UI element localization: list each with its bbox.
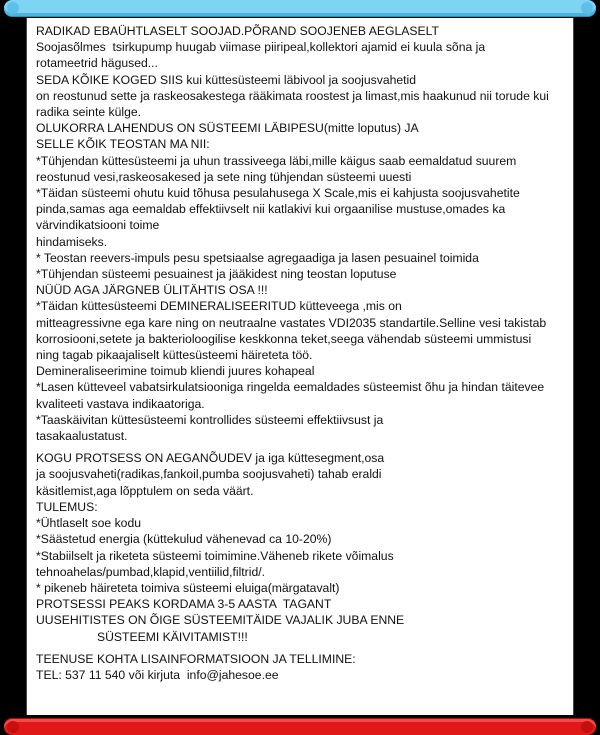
text-line: SEDA KÕIKE KOGED SIIS kui küttesüsteemi läbivool ja soojusvahetid (36, 72, 417, 87)
text-line: reostunud vesi,raskeosakesed ja sete ning tühjendan süsteemi uuesti (36, 169, 412, 184)
text-line: on reostunud sette ja raskeosakestega rääkimata roostest ja limast,mis haakunud nii torude kui (36, 88, 549, 103)
top-scroll-right-cap (581, 2, 593, 14)
document-page (26, 18, 574, 715)
text-line: RADIKAD EBAÜHTLASELT SOOJAD.PÕRAND SOOJENEB AEGLASELT (36, 24, 439, 38)
text-line: OLUKORRA LAHENDUS ON SÜSTEEMI LÄBIPESU(mitte loputus) JA (36, 121, 419, 136)
text-line: *Täidan küttesüsteemi DEMINERALISEERITUD kütteveega ,mis on (36, 299, 402, 314)
text-line: ning tagab pikaajaliselt küttesüsteemi häireteta töö. (36, 348, 313, 363)
bottom-scroll-left-cap (7, 721, 19, 733)
text-line: KOGU PROTSESS ON AEGANÕUDEV ja iga küttesegment,osa (36, 451, 385, 466)
text-line: *Täidan süsteemi ohutu kuid tõhusa pesulahusega X Scale,mis ei kahjusta soojusvahetite (36, 186, 520, 201)
text-line: tehnoahelas/pumbad,klapid,ventiilid,filtrid/. (36, 564, 265, 579)
text-line: rotameetrid hägused... (36, 56, 158, 71)
text-line: *Stabiilselt ja riketeta süsteemi toimimine.Väheneb rikete võimalus (36, 548, 394, 563)
text-line: radika seinte külge. (36, 105, 142, 120)
text-line: kvaliteeti vastava indikaatoriga. (36, 396, 205, 411)
text-line: mitteagressivne ega kare ning on neutraalne vastates VDI2035 standartile.Selline vesi takistab (36, 315, 547, 330)
text-line: värvindikatsiooni toime (36, 218, 160, 233)
text-line: UUSEHITISTES ON ÕIGE SÜSTEEMITÄIDE VAJALIK JUBA ENNE (36, 613, 405, 628)
text-line: *Tühjendan süsteemi pesuainest ja jääkidest ning teostan loputuse (36, 267, 397, 282)
bottom-scroll-bar (4, 719, 596, 735)
document-text (36, 23, 565, 683)
top-scroll-left-cap (7, 2, 19, 14)
text-line: *Tühjendan küttesüsteemi ja uhun trassiveega läbi,mille käigus saab eemaldatud suurem (36, 153, 517, 168)
text-line: SELLE KÕIK TEOSTAN MA NII: (36, 137, 210, 152)
text-line: * pikeneb häireteta toimiva süsteemi eluiga(märgatavalt) (36, 580, 340, 595)
text-line: TEENUSE KOHTA LISAINFORMATSIOON JA TELLIMINE: (36, 651, 356, 666)
text-line: TEL: 537 11 540 või kirjuta info@jahesoe.ee (36, 667, 279, 682)
text-line: NÜÜD AGA JÄRGNEB ÜLITÄHTIS OSA !!! (36, 283, 268, 298)
text-line: Soojasõlmes tsirkupump huugab viimase piiripeal,kollektori ajamid ei kuula sõna ja (36, 40, 486, 55)
text-line: PROTSESSI PEAKS KORDAMA 3-5 AASTA TAGANT (36, 597, 332, 612)
text-line: korrosiooni,setete ja bakterioloogilise keskkonna teket,seega vähendab süsteemi ummistusi (36, 331, 532, 346)
text-line: käsitlemist,aga lõpptulem on seda väärt. (36, 483, 254, 498)
text-line: SÜSTEEMI KÄIVITAMIST!!! (36, 629, 248, 644)
text-line: *Ühtlaselt soe kodu (36, 516, 142, 531)
text-line: *Taaskäivitan küttesüsteemi kontrollides süsteemi effektiivsust ja (36, 412, 384, 427)
bottom-scroll-right-cap (581, 721, 593, 733)
text-line: *Lasen kütteveel vabatsirkulatsiooniga ringelda eemaldades süsteemist õhu ja hindan täitevee (36, 380, 545, 395)
text-line: hindamiseks. (36, 234, 108, 249)
text-line: tasakaalustatust. (36, 429, 128, 444)
text-line: * Teostan reevers-impuls pesu spetsiaalse agregaadiga ja lasen pesuainel toimida (36, 250, 479, 265)
text-line: TULEMUS: (36, 499, 98, 514)
text-line: Demineraliseerimine toimub kliendi juures kohapeal (36, 364, 315, 379)
text-line: *Säästetud energia (küttekulud vähenevad ca 10-20%) (36, 532, 332, 547)
text-line: ja soojusvaheti(radikas,fankoil,pumba soojusvaheti) tahab eraldi (36, 467, 382, 482)
top-scroll-bar (4, 0, 596, 16)
text-line: pinda,samas aga eemaldab effektiivselt nii katlakivi kui orgaanilise mustuse,omades ka (36, 202, 506, 217)
